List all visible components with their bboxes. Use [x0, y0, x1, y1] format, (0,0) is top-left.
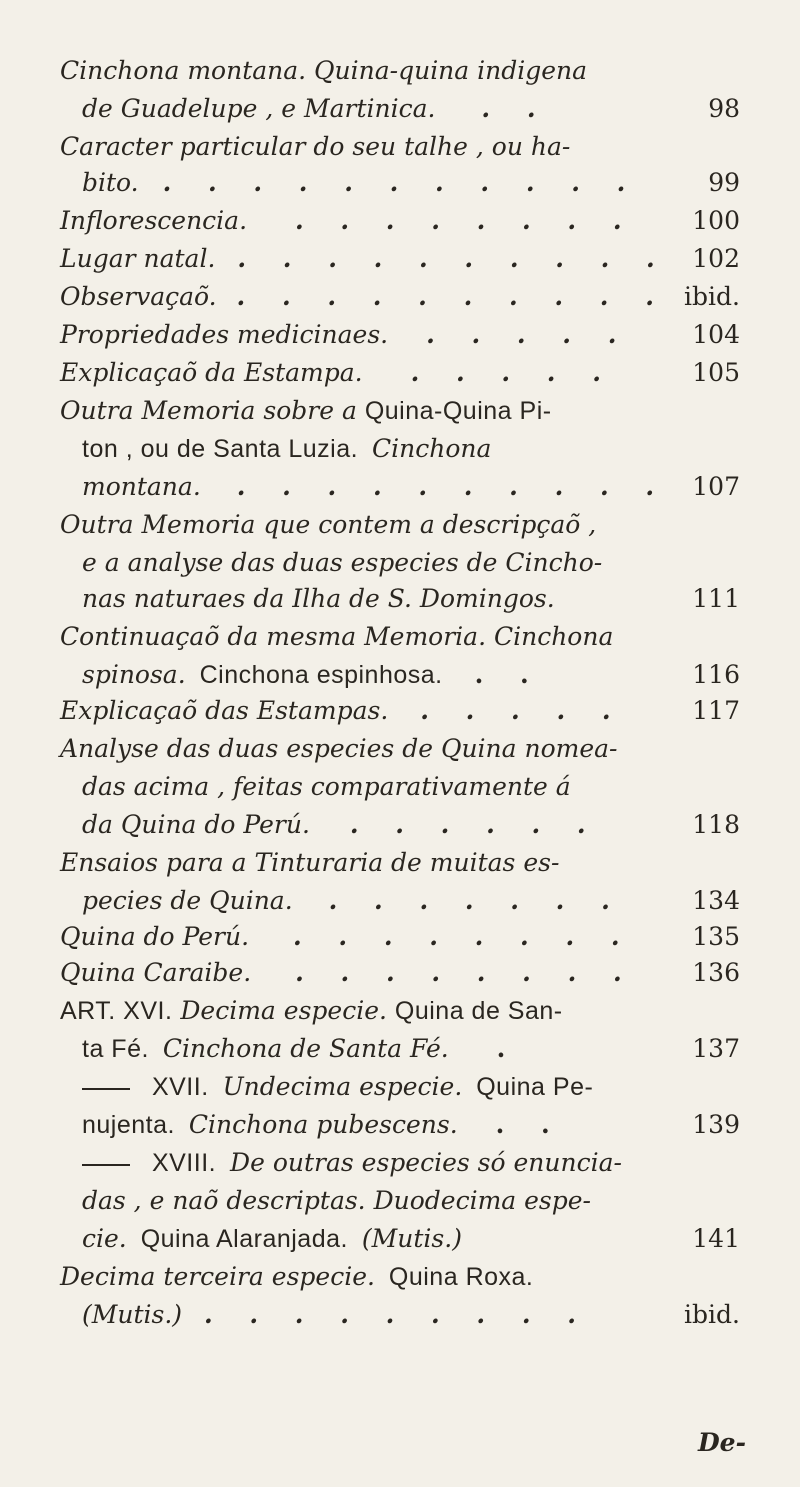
entry-text: Analyse das duas especies de Quina nomea-: [60, 734, 618, 763]
toc-line: [60, 240, 740, 278]
entry-text: das acima , feitas comparativamente á: [82, 772, 571, 801]
entry-text: Decima terceira especie.: [60, 1262, 375, 1291]
page-number: 118: [692, 810, 740, 839]
entry-roman-text: Quina-Quina Pi-: [364, 397, 552, 425]
page-number: 98: [708, 94, 740, 123]
page-number: ibid.: [684, 1300, 740, 1329]
leader-dots: . .: [481, 94, 550, 123]
page-number: 139: [692, 1110, 740, 1139]
entry-text: spinosa.: [82, 660, 186, 689]
page-number: 107: [692, 472, 740, 501]
leader-dots: . . . . . . .: [328, 886, 624, 915]
entry-text: Outra Memoria sobre a: [60, 396, 357, 425]
entry-roman-text: Quina Alaranjada.: [140, 1225, 348, 1253]
toc-line: [82, 90, 740, 128]
toc-line: [82, 1296, 740, 1334]
entry-text: Cinchona de Santa Fé.: [162, 1034, 449, 1063]
leader-dots: . . . . . . . .: [293, 922, 634, 951]
entry-roman-text: ta Fé.: [82, 1035, 149, 1063]
article-number: XVIII.: [151, 1149, 217, 1177]
entry-text: Cinchona montana. Quina-quina indigena: [60, 56, 588, 85]
toc-line: [82, 1030, 740, 1068]
page-number: 137: [692, 1034, 740, 1063]
page-number: 104: [692, 320, 740, 349]
toc-line: [82, 164, 740, 202]
entry-roman-text: nujenta.: [82, 1111, 175, 1139]
toc-line: [60, 52, 740, 90]
entry-text: cie.: [82, 1224, 127, 1253]
toc-line: [60, 392, 740, 430]
toc-line: [82, 806, 740, 844]
entry-text: Quina do Perú.: [60, 922, 250, 951]
toc-line: [82, 580, 740, 618]
article-number: ART. XVI.: [60, 997, 173, 1025]
page-number: 100: [692, 206, 740, 235]
catchword: De-: [698, 1428, 746, 1457]
repeat-dash: [82, 1088, 130, 1090]
entry-text: montana.: [82, 472, 201, 501]
entry-text: Explicaçaõ das Estampas.: [60, 696, 389, 725]
entry-text: Observaçaõ.: [60, 282, 217, 311]
page-number: 135: [692, 922, 740, 951]
entry-text: Inflorescencia.: [60, 206, 248, 235]
toc-line: [60, 992, 740, 1030]
toc-line: [82, 882, 740, 920]
toc-line: [82, 656, 740, 694]
toc-line: [60, 354, 740, 392]
entry-text: de Guadelupe , e Martinica.: [82, 94, 436, 123]
toc-line: [82, 768, 740, 806]
page-number: 117: [692, 696, 740, 725]
toc-line: [82, 1182, 740, 1220]
toc-line: [60, 316, 740, 354]
entry-text: nas naturaes da Ilha de S. Domingos.: [82, 584, 555, 613]
entry-roman-text: ton , ou de Santa Luzia.: [82, 435, 359, 463]
leader-dots: . . . . .: [426, 320, 631, 349]
page-number: 105: [692, 358, 740, 387]
page-number: 116: [692, 660, 740, 689]
entry-text: Cinchona: [372, 434, 492, 463]
entry-text: da Quina do Perú.: [82, 810, 310, 839]
leader-dots: . . . . . .: [349, 810, 600, 839]
toc-line: [60, 202, 740, 240]
leader-dots: . . . . . . . . . .: [237, 244, 669, 273]
entry-text: das , e naõ descriptas. Duodecima espe-: [82, 1186, 591, 1215]
entry-text: Propriedades medicinaes.: [60, 320, 389, 349]
toc-line: [60, 618, 740, 656]
toc-line: [82, 1068, 740, 1106]
entry-text: Explicaçaõ da Estampa.: [60, 358, 363, 387]
toc-line: [60, 844, 740, 882]
entry-text: Lugar natal.: [60, 244, 216, 273]
entry-text: Cinchona pubescens.: [188, 1110, 458, 1139]
entry-roman-text: Quina Roxa.: [388, 1263, 534, 1291]
entry-roman-text: Quina de San-: [394, 997, 563, 1025]
entry-text: Ensaios para a Tinturaria de muitas es-: [60, 848, 560, 877]
toc-line: [82, 544, 740, 582]
toc-line: [82, 1144, 740, 1182]
leader-dots: . . . . . . . . . . .: [162, 168, 640, 197]
toc-line: [60, 692, 740, 730]
page-number: 141: [692, 1224, 740, 1253]
entry-text: Continuaçaõ da mesma Memoria. Cinchona: [60, 622, 614, 651]
entry-text: Decima especie.: [180, 996, 387, 1025]
leader-dots: . . . . .: [420, 696, 625, 725]
entry-roman-text: Cinchona espinhosa.: [199, 661, 443, 689]
toc-line: [82, 1106, 740, 1144]
repeat-dash: [82, 1164, 130, 1166]
toc-line: [82, 468, 740, 506]
toc-line: [60, 918, 740, 956]
article-number: XVII.: [151, 1073, 209, 1101]
leader-dots: . .: [495, 1110, 564, 1139]
leader-dots: . . . . . . . .: [294, 206, 636, 235]
leader-dots: . . . . .: [410, 358, 615, 387]
leader-dots: . . . . . . . . . .: [236, 472, 669, 501]
toc-line: [60, 730, 740, 768]
entry-text: bito.: [82, 168, 139, 197]
page-number: ibid.: [684, 282, 740, 311]
toc-line: [60, 506, 740, 544]
toc-line: [60, 1258, 740, 1296]
leader-dots: . .: [474, 660, 543, 689]
leader-dots: . . . . . . . . .: [203, 1300, 590, 1329]
toc-line: [82, 1220, 740, 1258]
toc-line: [82, 430, 740, 468]
page-number: 136: [692, 958, 740, 987]
leader-dots: . . . . . . . . . .: [236, 282, 668, 311]
entry-text: pecies de Quina.: [82, 886, 293, 915]
page-number: 102: [692, 244, 740, 273]
entry-text: e a analyse das duas especies de Cincho-: [82, 548, 603, 577]
entry-text: Undecima especie.: [222, 1072, 463, 1101]
leader-dots: . . . . . . . .: [295, 958, 636, 987]
toc-line: [60, 128, 740, 166]
page-number: 99: [708, 168, 740, 197]
entry-text: (Mutis.): [82, 1300, 183, 1329]
entry-text: (Mutis.): [361, 1224, 462, 1253]
entry-roman-text: Quina Pe-: [476, 1073, 594, 1101]
page-number: 111: [692, 584, 740, 613]
leader-dots: .: [496, 1034, 520, 1063]
entry-text: Caracter particular do seu talhe , ou ha-: [60, 132, 571, 161]
toc-line: [60, 278, 740, 316]
toc-line: [60, 954, 740, 992]
entry-text: Outra Memoria que contem a descripçaõ ,: [60, 510, 597, 539]
page-number: 134: [692, 886, 740, 915]
entry-text: Quina Caraibe.: [60, 958, 252, 987]
entry-text: De outras especies só enuncia-: [230, 1148, 622, 1177]
